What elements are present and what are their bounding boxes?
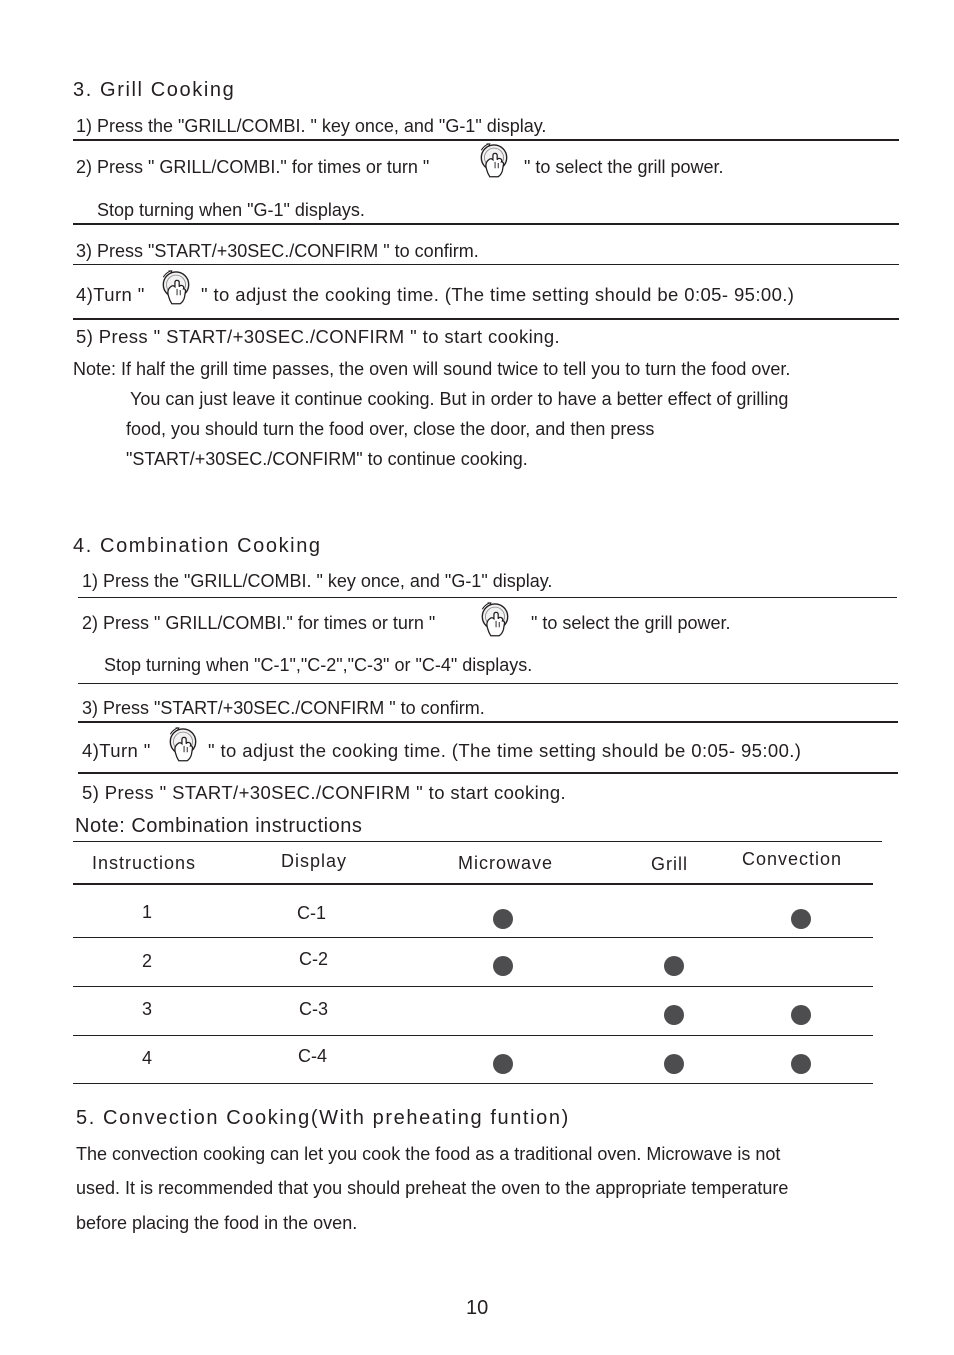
grill-dot — [664, 956, 684, 976]
microwave-dot — [493, 909, 513, 929]
section-4-heading: 4. Combination Cooking — [73, 535, 322, 557]
table-cell-display: C-4 — [298, 1046, 328, 1066]
dial-knob-icon — [477, 600, 513, 646]
table-header-microwave: Microwave — [458, 853, 554, 873]
convection-dot — [791, 1005, 811, 1025]
combi-step-2-text-b: " to select the grill power. — [531, 613, 731, 633]
grill-note-line-2: You can just leave it continue cooking. But in order to have a better effect of grilling — [130, 389, 789, 409]
divider — [78, 597, 897, 598]
combination-note-title: Note: Combination instructions — [75, 815, 363, 837]
combi-step-3: 3) Press "START/+30SEC./CONFIRM " to confirm. — [82, 698, 485, 718]
microwave-dot — [493, 956, 513, 976]
grill-step-2-text-a: 2) Press " GRILL/COMBI." for times or turn " — [76, 157, 430, 177]
table-header-border — [73, 883, 873, 885]
grill-note-line-4: "START/+30SEC./CONFIRM" to continue cooking. — [126, 449, 528, 469]
grill-step-5: 5) Press " START/+30SEC./CONFIRM " to start cooking. — [76, 326, 561, 347]
table-cell-display: C-2 — [299, 949, 329, 969]
grill-step-4-text-a: 4)Turn " — [76, 284, 145, 305]
table-cell-instruction: 4 — [142, 1048, 153, 1068]
section-5-heading: 5. Convection Cooking(With preheating funtion) — [76, 1107, 570, 1129]
page-number: 10 — [466, 1297, 489, 1319]
table-bottom-border — [73, 1083, 873, 1084]
grill-step-2 — [76, 157, 429, 178]
table-cell-instruction: 1 — [142, 902, 153, 922]
convection-dot — [791, 1054, 811, 1074]
table-header-instructions: Instructions — [92, 853, 197, 873]
combi-step-5: 5) Press " START/+30SEC./CONFIRM " to start cooking. — [82, 782, 567, 803]
dial-knob-icon — [158, 268, 194, 314]
table-row-border — [73, 1035, 873, 1036]
table-header-convection: Convection — [742, 849, 843, 869]
table-header-grill: Grill — [651, 854, 688, 874]
dial-knob-icon — [165, 725, 201, 771]
divider — [73, 318, 899, 320]
grill-dot — [664, 1005, 684, 1025]
table-header-display: Display — [281, 851, 348, 871]
table-row-border — [73, 937, 873, 938]
grill-step-2-text-b: " to select the grill power. — [524, 157, 724, 177]
divider — [73, 264, 899, 265]
divider — [78, 721, 898, 723]
combi-step-4-text-a: 4)Turn " — [82, 740, 151, 761]
table-cell-instruction: 2 — [142, 951, 153, 971]
divider — [78, 772, 898, 774]
combi-step-4-text-b: " to adjust the cooking time. (The time setting should be 0:05- 95:00.) — [208, 740, 802, 761]
table-row-border — [73, 986, 873, 987]
combi-step-1: 1) Press the "GRILL/COMBI. " key once, and "G-1" display. — [82, 571, 553, 591]
table-top-border — [73, 841, 882, 842]
combi-step-2-text-c: Stop turning when "C-1","C-2","C-3" or "C-4" displays. — [104, 655, 533, 675]
convection-paragraph-line-1: The convection cooking can let you cook the food as a traditional oven. Microwave is not — [76, 1144, 781, 1164]
divider — [73, 223, 899, 225]
grill-dot — [664, 1054, 684, 1074]
divider — [78, 683, 898, 684]
grill-note-line-1: Note: If half the grill time passes, the oven will sound twice to tell you to turn the food over. — [73, 359, 791, 379]
convection-paragraph-line-2: used. It is recommended that you should preheat the oven to the appropriate temperature — [76, 1178, 789, 1198]
grill-step-3: 3) Press "START/+30SEC./CONFIRM " to confirm. — [76, 241, 479, 261]
table-cell-display: C-1 — [297, 903, 327, 923]
grill-step-4-text-b: " to adjust the cooking time. (The time setting should be 0:05- 95:00.) — [201, 284, 795, 305]
microwave-dot — [493, 1054, 513, 1074]
dial-knob-icon — [476, 141, 512, 187]
grill-step-1: 1) Press the "GRILL/COMBI. " key once, and "G-1" display. — [76, 116, 547, 136]
grill-step-2-text-c: Stop turning when "G-1" displays. — [97, 200, 365, 220]
section-3-heading: 3. Grill Cooking — [73, 79, 236, 101]
convection-dot — [791, 909, 811, 929]
table-cell-display: C-3 — [299, 999, 329, 1019]
combi-step-2-text-a: 2) Press " GRILL/COMBI." for times or turn " — [82, 613, 436, 633]
table-cell-instruction: 3 — [142, 999, 153, 1019]
grill-note-line-3: food, you should turn the food over, close the door, and then press — [126, 419, 655, 439]
convection-paragraph-line-3: before placing the food in the oven. — [76, 1213, 358, 1233]
